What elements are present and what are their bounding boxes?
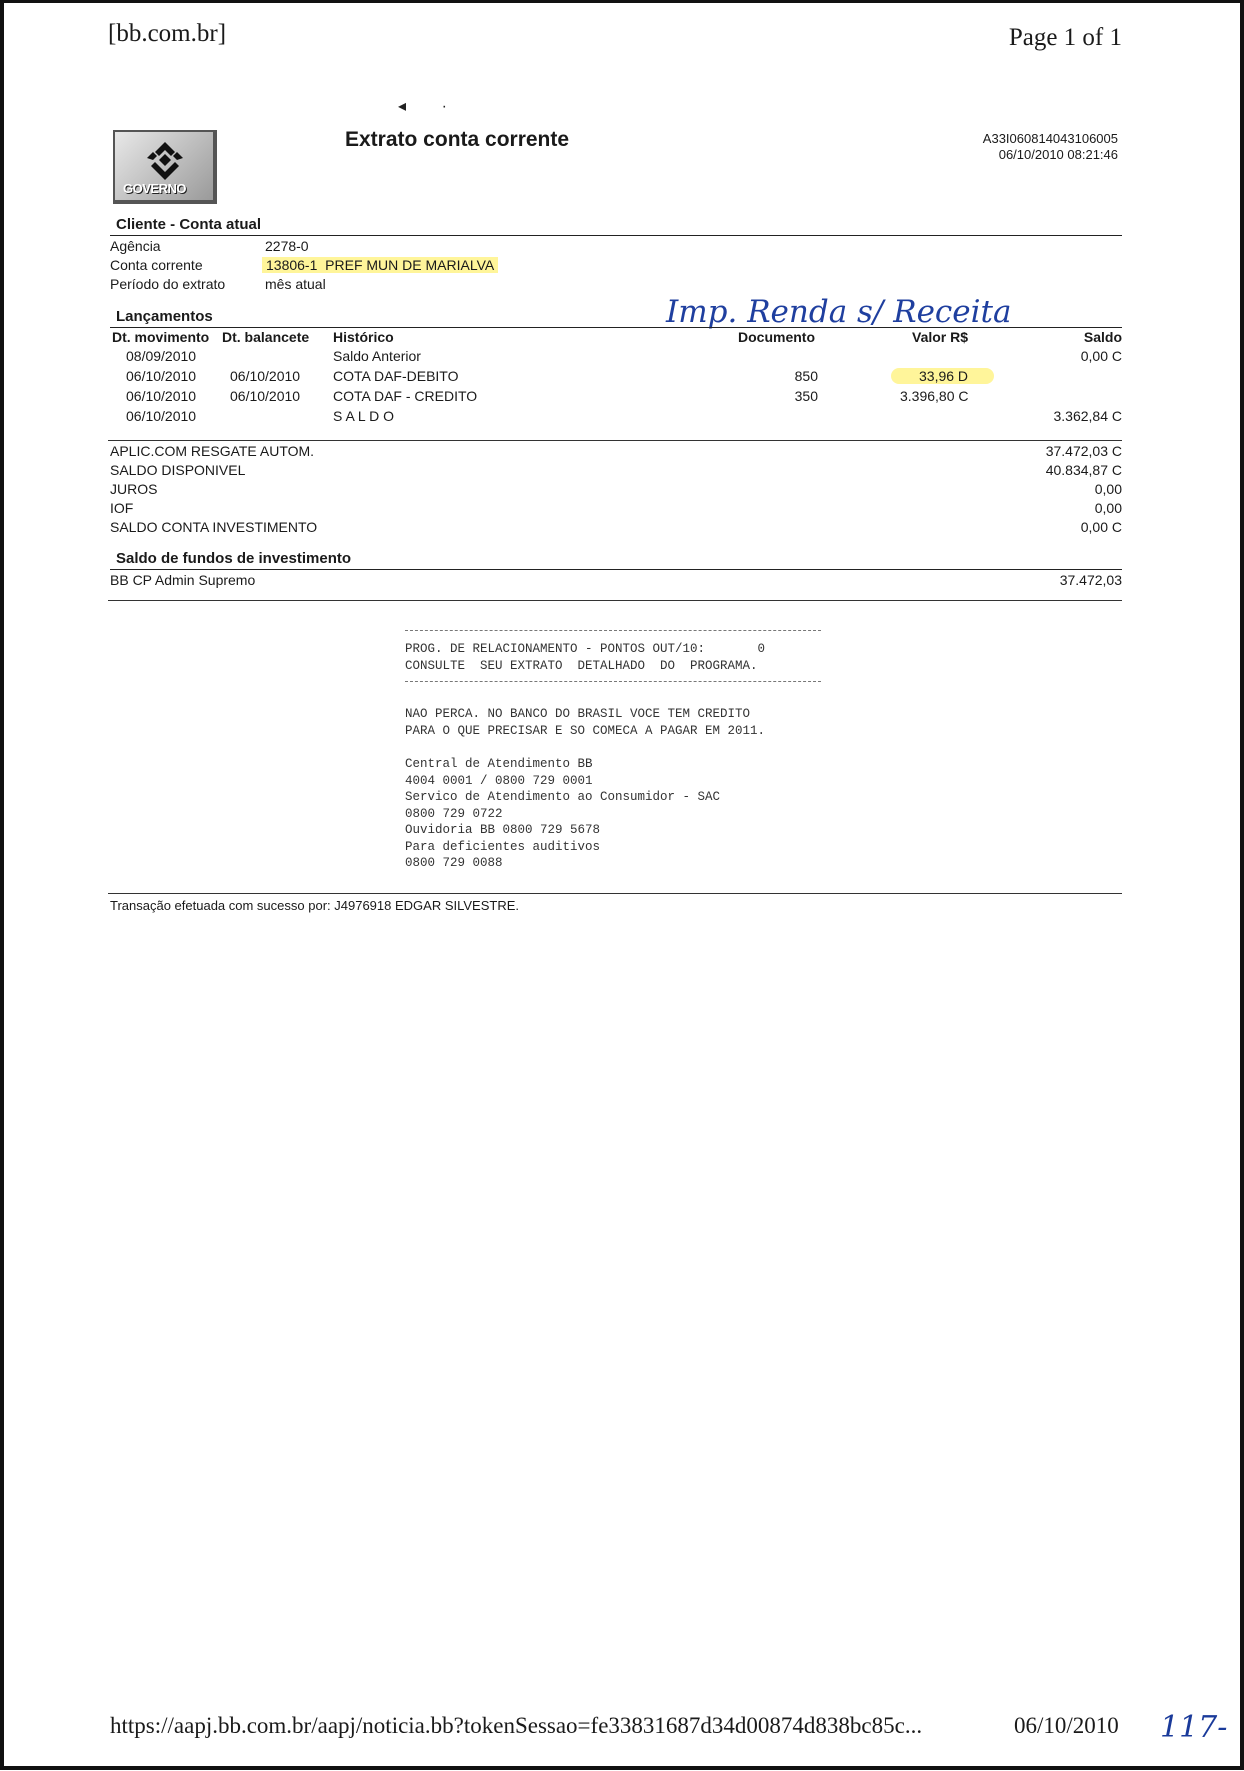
row-valor-highlighted: 33,96 D [891, 368, 994, 384]
prog-line: PROG. DE RELACIONAMENTO - PONTOS OUT/10: 0 [405, 642, 766, 656]
divider [110, 569, 1122, 570]
lancamentos-section-title: Lançamentos [116, 308, 213, 325]
contact-line: 0800 729 0722 [405, 806, 503, 821]
resumo-value: 0,00 C [1080, 519, 1122, 535]
row-dt-movimento: 08/09/2010 [126, 348, 197, 364]
browser-header-page: Page 1 of 1 [1008, 24, 1122, 51]
row-dt-balancete: 06/10/2010 [230, 388, 301, 404]
row-dt-balancete: 06/10/2010 [230, 368, 301, 384]
fundos-section-title: Saldo de fundos de investimento [116, 550, 352, 567]
col-dt-movimento: Dt. movimento [112, 329, 210, 345]
conta-label: Conta corrente [110, 257, 203, 273]
row-saldo: 3.362,84 C [1053, 408, 1122, 424]
divider [108, 893, 1122, 894]
contact-list [405, 756, 720, 872]
row-historico: COTA DAF - CREDITO [333, 388, 478, 404]
promo-line: NAO PERCA. NO BANCO DO BRASIL VOCE TEM CREDITO [405, 707, 751, 721]
contact-line: 4004 0001 / 0800 729 0001 [405, 773, 593, 788]
agencia-label: Agência [110, 238, 161, 254]
row-historico: Saldo Anterior [333, 348, 421, 364]
browser-footer-url: https://aapj.bb.com.br/aapj/noticia.bb?tokenSessao=fe33831687d34d00874d838bc85c... [110, 1713, 923, 1738]
row-saldo: 0,00 C [1080, 348, 1122, 364]
conta-value [262, 257, 498, 273]
promo-message [405, 706, 765, 739]
col-documento: Documento [738, 329, 815, 345]
conta-number: 13806-1 [266, 257, 318, 273]
cliente-section-title: Cliente - Conta atual [116, 216, 262, 233]
prog-message [405, 641, 765, 674]
fundo-label: BB CP Admin Supremo [110, 572, 256, 588]
row-dt-movimento: 06/10/2010 [126, 388, 197, 404]
contact-line: Central de Atendimento BB [405, 757, 593, 771]
col-saldo: Saldo [1083, 329, 1122, 345]
resumo-label: APLIC.COM RESGATE AUTOM. [110, 443, 315, 459]
bb-logo-icon [145, 140, 185, 180]
row-documento: 350 [794, 388, 818, 404]
dashed-divider [405, 681, 821, 682]
dashed-divider [405, 630, 821, 631]
transacao-status: Transação efetuada com sucesso por: J4976918 EDGAR SILVESTRE. [110, 898, 519, 913]
document-title: Extrato conta corrente [345, 128, 570, 151]
resumo-label: IOF [110, 500, 134, 516]
periodo-value: mês atual [265, 276, 326, 292]
resumo-value: 37.472,03 C [1045, 443, 1122, 459]
col-historico: Histórico [333, 329, 394, 345]
resumo-value: 40.834,87 C [1045, 462, 1122, 478]
browser-footer-date: 06/10/2010 [1014, 1713, 1119, 1738]
contact-line: Ouvidoria BB 0800 729 5678 [405, 823, 601, 837]
periodo-label: Período do extrato [110, 276, 226, 292]
contact-line: Para deficientes auditivos [405, 839, 601, 854]
logo-text: GOVERNO [123, 181, 186, 196]
document-reference [983, 131, 1118, 163]
resumo-label: SALDO DISPONIVEL [110, 462, 246, 478]
browser-header-site: [bb.com.br] [108, 20, 227, 47]
reference-code: A33I060814043106005 [982, 131, 1118, 146]
resumo-label: SALDO CONTA INVESTIMENTO [110, 519, 318, 535]
divider [110, 235, 1122, 236]
bank-logo [113, 130, 217, 204]
divider [108, 600, 1122, 601]
col-dt-balancete: Dt. balancete [222, 329, 310, 345]
prog-line: CONSULTE SEU EXTRATO DETALHADO DO PROGRAMA. [405, 658, 758, 673]
handwritten-note: Imp. Renda s/ Receita [666, 294, 1012, 330]
resumo-value: 0,00 [1094, 500, 1122, 516]
contact-line: 0800 729 0088 [405, 856, 503, 870]
conta-holder: PREF MUN DE MARIALVA [325, 257, 495, 273]
resumo-value: 0,00 [1094, 481, 1122, 497]
resumo-label: JUROS [110, 481, 158, 497]
promo-line: PARA O QUE PRECISAR E SO COMECA A PAGAR EM 2011. [405, 723, 766, 738]
row-dt-movimento: 06/10/2010 [126, 368, 197, 384]
generated-at: 06/10/2010 08:21:46 [998, 147, 1118, 162]
contact-line: Servico de Atendimento ao Consumidor - SAC [405, 790, 721, 804]
handwritten-page-mark: 117- [1160, 1710, 1228, 1745]
divider [110, 327, 1122, 328]
row-historico: S A L D O [333, 408, 394, 424]
row-valor: 3.396,80 C [900, 388, 969, 404]
row-dt-movimento: 06/10/2010 [126, 408, 197, 424]
row-documento: 850 [794, 368, 818, 384]
row-historico: COTA DAF-DEBITO [333, 368, 459, 384]
fundo-value: 37.472,03 [1059, 572, 1122, 588]
scan-marks: ◂ · [398, 98, 447, 115]
col-valor: Valor R$ [912, 329, 969, 345]
divider [108, 440, 1122, 441]
agencia-value: 2278-0 [265, 238, 309, 254]
